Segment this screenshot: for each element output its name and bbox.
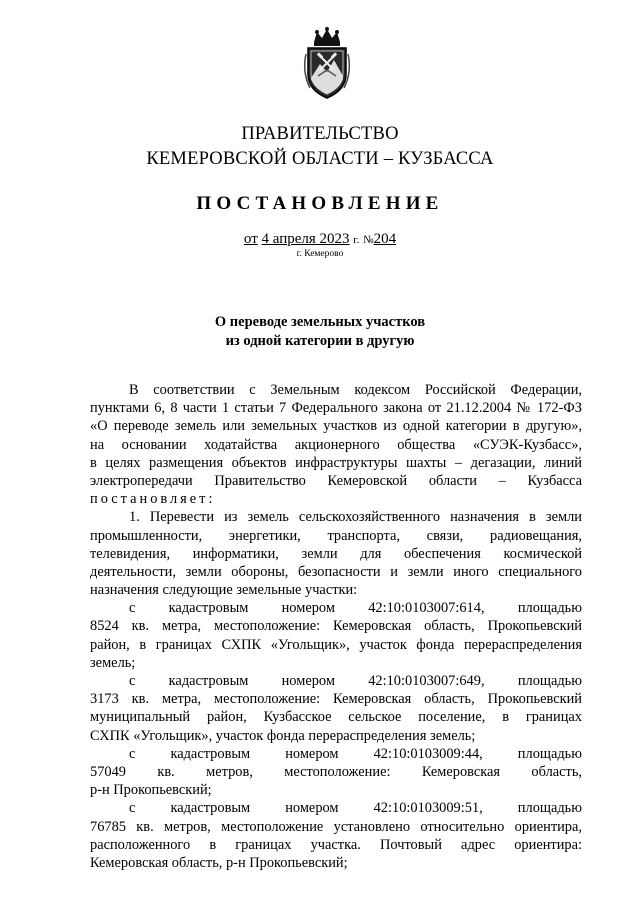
body-line: 8524 кв. метра, местоположение: Кемеровская область, Прокопьевский [90,618,582,635]
date-prefix: от [243,231,258,247]
body-line: В соответствии с Земельным кодексом Российской Федерации, [129,382,582,398]
body-line: 76785 кв. метров, местоположение установлено относительно ориентира, [90,818,582,835]
body-line: промышленности, энергетики, транспорта, связи, радиовещания, [90,527,582,544]
body-line: постановляет: [90,491,216,508]
body-line: 1. Перевести из земель сельскохозяйственного назначения в земли [129,509,582,526]
body-line: 57049 кв. метров, местоположение: Кемеровская область, [90,763,582,780]
body-line: 3173 кв. метра, местоположение: Кемеровская область, Прокопьевский [90,691,582,708]
body-line: район, в границах СХПК «Угольщик», участок фонда перераспределения [90,636,582,653]
year-suffix: г. [353,234,360,246]
document-date: 4 апреля 2023 [261,231,350,247]
body-line: СХПК «Угольщик», участок фонда перераспределения земель; [90,727,476,744]
body-line: в целях размещения объектов инфраструктуры шахты – дегазации, линий [90,454,582,471]
body-line: деятельности, земли обороны, безопасности и земли иного специального [90,563,582,580]
body-line: расположенного в границах участка. Почтовый адрес ориентира: [90,836,582,853]
body-line: с кадастровым номером 42:10:0103007:614, площадью [129,600,582,617]
kuzbass-coat-of-arms-icon [300,26,354,100]
body-line: Кемеровская область, р-н Прокопьевский; [90,854,348,871]
body-line: электропередачи Правительство Кемеровской области – Кузбасса [90,472,582,489]
body-line: назначения следующие земельные участки: [90,582,358,599]
body-line: земель; [90,654,136,671]
body-line: р-н Прокопьевский; [90,782,212,799]
subject-line2: из одной категории в другую [225,333,415,349]
document-type-title: ПОСТАНОВЛЕНИЕ [196,193,444,214]
body-line: муниципальный район, Кузбасское сельское поселение, в границах [90,709,582,726]
document-subject [0,313,640,351]
body-line: с кадастровым номером 42:10:0103007:649, площадью [129,673,582,689]
government-name-line1: ПРАВИТЕЛЬСТВО [241,124,399,144]
document-body [90,381,582,872]
date-number-line [0,231,640,248]
number-sign: № [363,234,374,246]
document-city: г. Кемерово [296,249,344,259]
government-name-line2: КЕМЕРОВСКОЙ ОБЛАСТИ – КУЗБАССА [146,149,494,169]
body-line: на основании ходатайства акционерного общества «СУЭК-Кузбасс», [90,436,582,453]
body-line: «О переводе земель или земельных участков из одной категории в другую», [90,418,582,435]
body-line: телевидения, информатики, земли для обеспечения космической [90,545,582,562]
subject-line1: О переводе земельных участков [214,314,426,330]
body-line: пунктами 6, 8 части 1 статьи 7 Федерального закона от 21.12.2004 № 172-ФЗ [90,400,582,417]
body-line: с кадастровым номером 42:10:0103009:44, площадью [129,745,582,762]
body-line: с кадастровым номером 42:10:0103009:51, площадью [129,800,582,817]
document-number: 204 [373,231,397,247]
